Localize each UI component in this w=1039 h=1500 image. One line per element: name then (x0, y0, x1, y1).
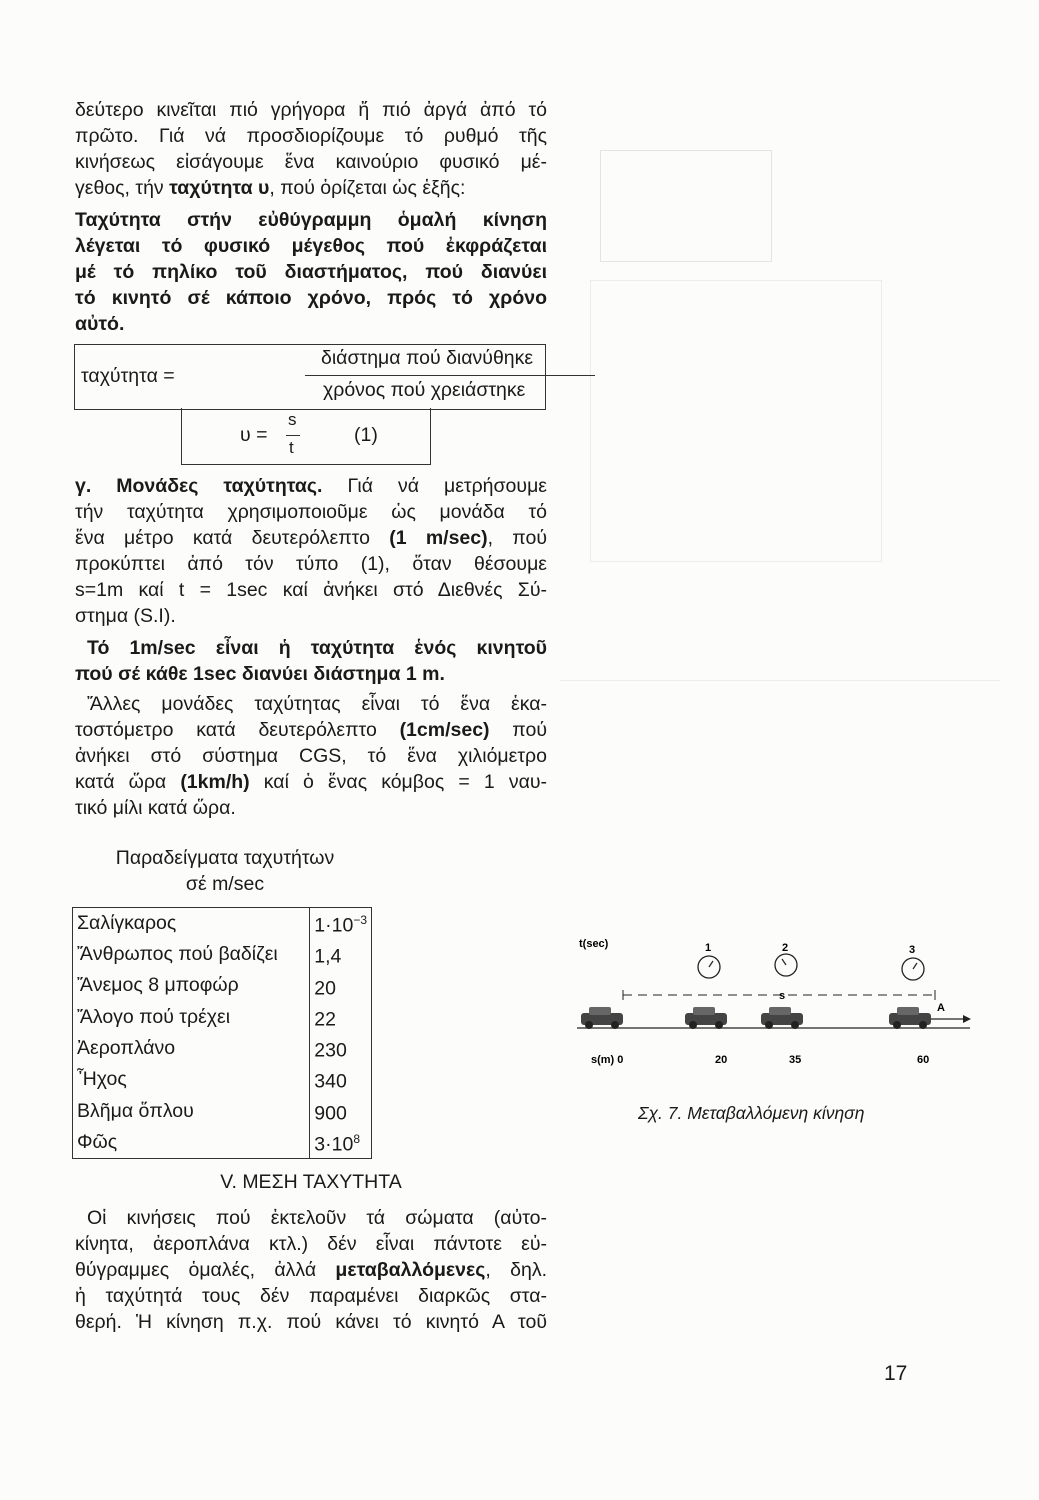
car-icon (685, 1007, 727, 1029)
table-row (73, 1127, 372, 1159)
s-mark-35: 35 (789, 1054, 802, 1066)
distance-s-label: s (779, 990, 786, 1002)
page-number: 17 (884, 1362, 908, 1385)
variable-motion-figure (575, 935, 985, 1130)
definition-line-3: μέ τό πηλίκο τοῦ διαστήματος, πού διανύει (75, 261, 547, 283)
units-line-3: ἕνα μέτρο κατά δευτερόλεπτο (1 m/sec), πού (75, 527, 547, 549)
example-name: Ἄνεμος 8 μποφώρ (77, 974, 239, 997)
symbolic-u: υ = (240, 424, 268, 446)
example-value-cell (310, 971, 372, 1002)
example-value: 22 (314, 1008, 336, 1031)
formula-lhs: ταχύτητα = (81, 365, 175, 387)
s-axis-label: s(m) 0 (591, 1054, 624, 1066)
example-name: Ἀεροπλάνο (77, 1036, 176, 1059)
examples-title-1: Παραδείγματα ταχυτήτων (115, 847, 335, 869)
units-line-4: προκύπτει ἀπό τόν τύπο (1), ὅταν θέσουμε (75, 553, 547, 575)
section-v-line-3: θύγραμμες ὁμαλές, ἀλλά μεταβαλλόμενες, δηλ. (75, 1259, 547, 1281)
clock-label-2: 2 (782, 942, 789, 954)
example-name: Ἄλογο πού τρέχει (77, 1005, 231, 1028)
symbolic-s: s (288, 410, 297, 429)
example-name: Βλῆμα ὅπλου (77, 1099, 194, 1122)
bleed-through-block (600, 150, 772, 262)
symbolic-t: t (289, 438, 294, 457)
clock-label-3: 3 (909, 944, 916, 956)
bold-statement-line-2: πού σέ κάθε 1sec διανύει διάστημα 1 m. (75, 663, 445, 685)
example-value: 20 (314, 977, 336, 1000)
section-v-line-2: κίνητα, ἀεροπλάνα κτλ.) δέν εἶναι πάντοτε εὐ- (75, 1233, 547, 1255)
table-row (73, 971, 372, 1002)
example-exponent: 8 (353, 1132, 360, 1147)
intro-line-2: πρῶτο. Γιά νά προσδιορίζουμε τό ρυθμό τῆς (75, 125, 547, 147)
definition-line-2: λέγεται τό φυσικό μέγεθος πού ἐκφράζεται (75, 235, 547, 257)
intro-line-1: δεύτερο κινεῖται πιό γρήγορα ἤ πιό ἀργά ἀπό τό (75, 99, 547, 121)
stopwatch-icon (902, 958, 924, 980)
point-a-label: A (937, 1002, 945, 1014)
units-line-2: τήν ταχύτητα χρησιμοποιοῦμε ὡς μονάδα τό (75, 501, 547, 523)
example-value: 1·10 (314, 914, 354, 937)
section-v-line-5: θερή. Ἡ κίνηση π.χ. πού κάνει τό κινητό Α τοῦ (75, 1311, 547, 1333)
other-units-line-2: τοστόμετρο κατά δευτερόλεπτο (1cm/sec) πού (75, 719, 547, 741)
bold-statement-line-1: Τό 1m/sec εἶναι ἡ ταχύτητα ἑνός κινητοῦ (87, 637, 547, 659)
s-mark-60: 60 (917, 1054, 930, 1066)
car-icon (889, 1007, 931, 1029)
symbolic-fraction-bar (286, 435, 300, 436)
clock-label-1: 1 (705, 942, 712, 954)
example-value-cell (310, 1127, 372, 1159)
units-line-5: s=1m καί t = 1sec καί ἀνήκει στό Διεθνές Σύ- (75, 579, 547, 601)
car-icon (581, 1007, 623, 1029)
example-name: Φῶς (77, 1130, 118, 1153)
other-units-line-1: Ἄλλες μονάδες ταχύτητας εἶναι τό ἕνα ἑκα- (87, 693, 547, 715)
formula-numerator: διάστημα πού διανύθηκε (321, 347, 534, 369)
example-name: Σαλίγκαρος (77, 911, 177, 934)
symbolic-formula-box (181, 408, 431, 465)
example-name: Ἦχος (77, 1068, 127, 1091)
other-units-line-3: ἀνήκει στό σύστημα CGS, τό ἕνα χιλιόμετρο (75, 745, 547, 767)
units-line-1: γ. Μονάδες ταχύτητας. Γιά νά μετρήσουμε (75, 475, 547, 497)
example-value-cell (310, 1064, 372, 1095)
examples-title-2: σέ m/sec (185, 873, 265, 895)
intro-line-3: κινήσεως εἰσάγουμε ἕνα καινούριο φυσικό μέ- (75, 151, 547, 173)
example-value-cell (310, 908, 372, 940)
figure-caption: Σχ. 7. Μεταβαλλόμενη κίνηση (638, 1103, 865, 1123)
intro-line-4: γεθος, τήν ταχύτητα υ, πού ὁρίζεται ὡς ἑξῆς: (75, 177, 466, 199)
definition-line-4: τό κινητό σέ κάποιο χρόνο, πρός τό χρόνο (75, 287, 547, 309)
section-v-heading: V. ΜΕΣΗ ΤΑΧΥΤΗΤΑ (220, 1171, 402, 1193)
table-row (73, 1064, 372, 1095)
arrow-head-icon (963, 1015, 971, 1023)
example-value-cell (310, 1033, 372, 1064)
s-mark-20: 20 (715, 1054, 728, 1066)
other-units-line-5: τικό μίλι κατά ὥρα. (75, 797, 236, 819)
table-row (73, 1033, 372, 1064)
example-value: 230 (314, 1039, 347, 1062)
table-row (73, 1002, 372, 1033)
example-value: 3·10 (314, 1133, 354, 1156)
section-v-line-1: Οἱ κινήσεις πού ἐκτελοῦν τά σώματα (αὐτο- (87, 1207, 547, 1229)
example-value-cell (310, 939, 372, 970)
example-exponent: −3 (353, 913, 367, 927)
stopwatch-icon (775, 954, 797, 976)
example-value-cell (310, 1002, 372, 1033)
example-value: 900 (314, 1102, 347, 1125)
stopwatch-icon (698, 956, 720, 978)
table-row (73, 939, 372, 970)
section-v-line-4: ἡ ταχύτητά τους δέν παραμένει διαρκῶς στα- (75, 1285, 547, 1307)
bleed-through-block (560, 680, 1000, 921)
fraction-bar (305, 375, 595, 376)
example-value-cell (310, 1096, 372, 1127)
example-value: 340 (314, 1070, 347, 1093)
example-value: 1,4 (314, 945, 342, 968)
equation-number: (1) (354, 424, 378, 446)
speed-examples-table (72, 907, 372, 1159)
definition-line-1: Ταχύτητα στήν εὐθύγραμμη ὁμαλή κίνηση (75, 209, 547, 231)
speed-formula-box (74, 344, 546, 410)
car-icon (761, 1007, 803, 1029)
other-units-line-4: κατά ὥρα (1km/h) καί ὁ ἕνας κόμβος = 1 ναυ- (75, 771, 547, 793)
definition-line-5: αὐτό. (75, 313, 125, 335)
table-row (73, 1096, 372, 1127)
units-line-6: στημα (S.I). (75, 605, 176, 627)
bleed-through-block (590, 280, 882, 562)
formula-denominator: χρόνος πού χρειάστηκε (323, 379, 526, 401)
example-name: Ἄνθρωπος πού βαδίζει (77, 943, 278, 966)
table-row (73, 908, 372, 940)
t-sec-label: t(sec) (579, 938, 609, 950)
